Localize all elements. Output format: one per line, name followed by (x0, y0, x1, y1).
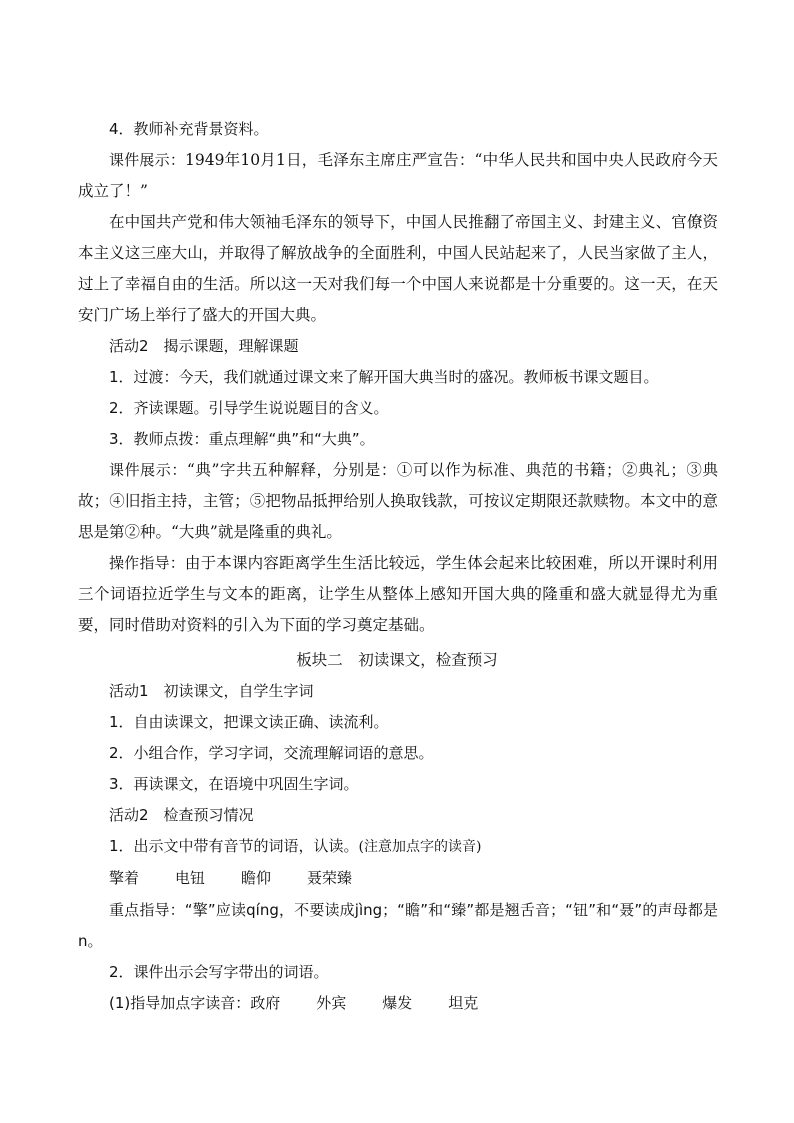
activity-1-step-2: 2．小组合作，学习字词，交流理解词语的意思。 (109, 744, 434, 762)
focus-guide-text: “擎”应读qíng，不要读成jìng；“瞻”和“臻”都是翘舌音；“钮”和“聂”的声母都是n。 (78, 901, 718, 950)
step-4-line (78, 114, 718, 145)
pronunciation-word: 爆发 (382, 994, 413, 1012)
operation-guide-text: 由于本课内容距离学生生活比较远，学生体会起来比较困难，所以开课时利用三个词语拉近学生与文本的距离，让学生从整体上感知开国大典的隆重和盛大就显得尤为重要，同时借助对资料的引入为下面的学习奠定基础。 (78, 554, 718, 634)
activity-2-step-1: 1．过渡：今天，我们就通过课文来了解开国大典当时的盛况。教师板书课文题目。 (109, 368, 659, 386)
activity-2-step-2: 2．齐读课题。引导学生说说题目的含义。 (109, 399, 389, 417)
focus-guide (78, 895, 718, 957)
activity-1-step-3: 3．再读课文，在语境中巩固生字词。 (109, 775, 359, 793)
courseware-text-1: 1949年10月1日，毛泽东主席庄严宣告：“中华人民共和国中央人民政府今天成立了！” (78, 151, 718, 200)
section-2-title: 板块二 初读课文，检查预习 (296, 651, 498, 669)
vocab-word: 擎着 (109, 869, 140, 887)
pronunciation-guide (78, 988, 718, 1019)
courseware-label-2: 课件展示： (109, 461, 187, 479)
courseware-label-1: 课件展示： (109, 151, 186, 169)
pronunciation-word: 外宾 (316, 994, 347, 1012)
preview-step-1-text: 1．出示文中带有音节的词语，认读。 (109, 837, 359, 855)
focus-guide-label: 重点指导： (109, 901, 185, 919)
activity-2-title: 活动2 揭示课题，理解课题 (109, 337, 299, 355)
vocab-word: 电钮 (175, 869, 206, 887)
vocab-word: 聂荣臻 (307, 869, 353, 887)
preview-step-1-note: (注意加点字的读音) (358, 839, 482, 855)
activity-2b-title: 活动2 检查预习情况 (109, 806, 254, 824)
vocab-word-list (78, 863, 718, 894)
pronunciation-word: 政府 (250, 994, 281, 1012)
background-paragraph: 在中国共产党和伟大领袖毛泽东的领导下，中国人民推翻了帝国主义、封建主义、官僚资本主义这三座大山，并取得了解放战争的全面胜利，中国人民站起来了，人民当家做了主人，过上了幸福自由的生活。所以这一天对我们每一个中国人来说都是十分重要的。这一天，在天安门广场上举行了盛大的开国大典。 (78, 213, 718, 324)
activity-2-step-3: 3．教师点拨：重点理解“典”和“大典”。 (109, 430, 375, 448)
step-4-text: 4．教师补充背景资料。 (109, 120, 269, 138)
activity-1-step-1: 1．自由读课文，把课文读正确、读流利。 (109, 713, 389, 731)
pronunciation-word: 坦克 (448, 994, 479, 1012)
pronunciation-label: (1)指导加点字读音： (109, 994, 251, 1012)
preview-step-1 (78, 831, 718, 863)
courseware-text-2: “典”字共五种解释，分别是：①可以作为标准、典范的书籍；②典礼；③典故；④旧指主持，主管；⑤把物品抵押给别人换取钱款，可按议定期限还款赎物。本文中的意思是第②种。“大典”就是隆重的典礼。 (78, 461, 718, 541)
preview-step-2: 2．课件出示会写字带出的词语。 (109, 963, 329, 981)
vocab-word: 瞻仰 (241, 869, 272, 887)
activity-1-title: 活动1 初读课文，自学生字词 (109, 682, 314, 700)
courseware-display-1 (78, 145, 718, 207)
courseware-display-2 (78, 455, 718, 548)
operation-guide-label: 操作指导： (109, 554, 185, 572)
operation-guide (78, 548, 718, 641)
